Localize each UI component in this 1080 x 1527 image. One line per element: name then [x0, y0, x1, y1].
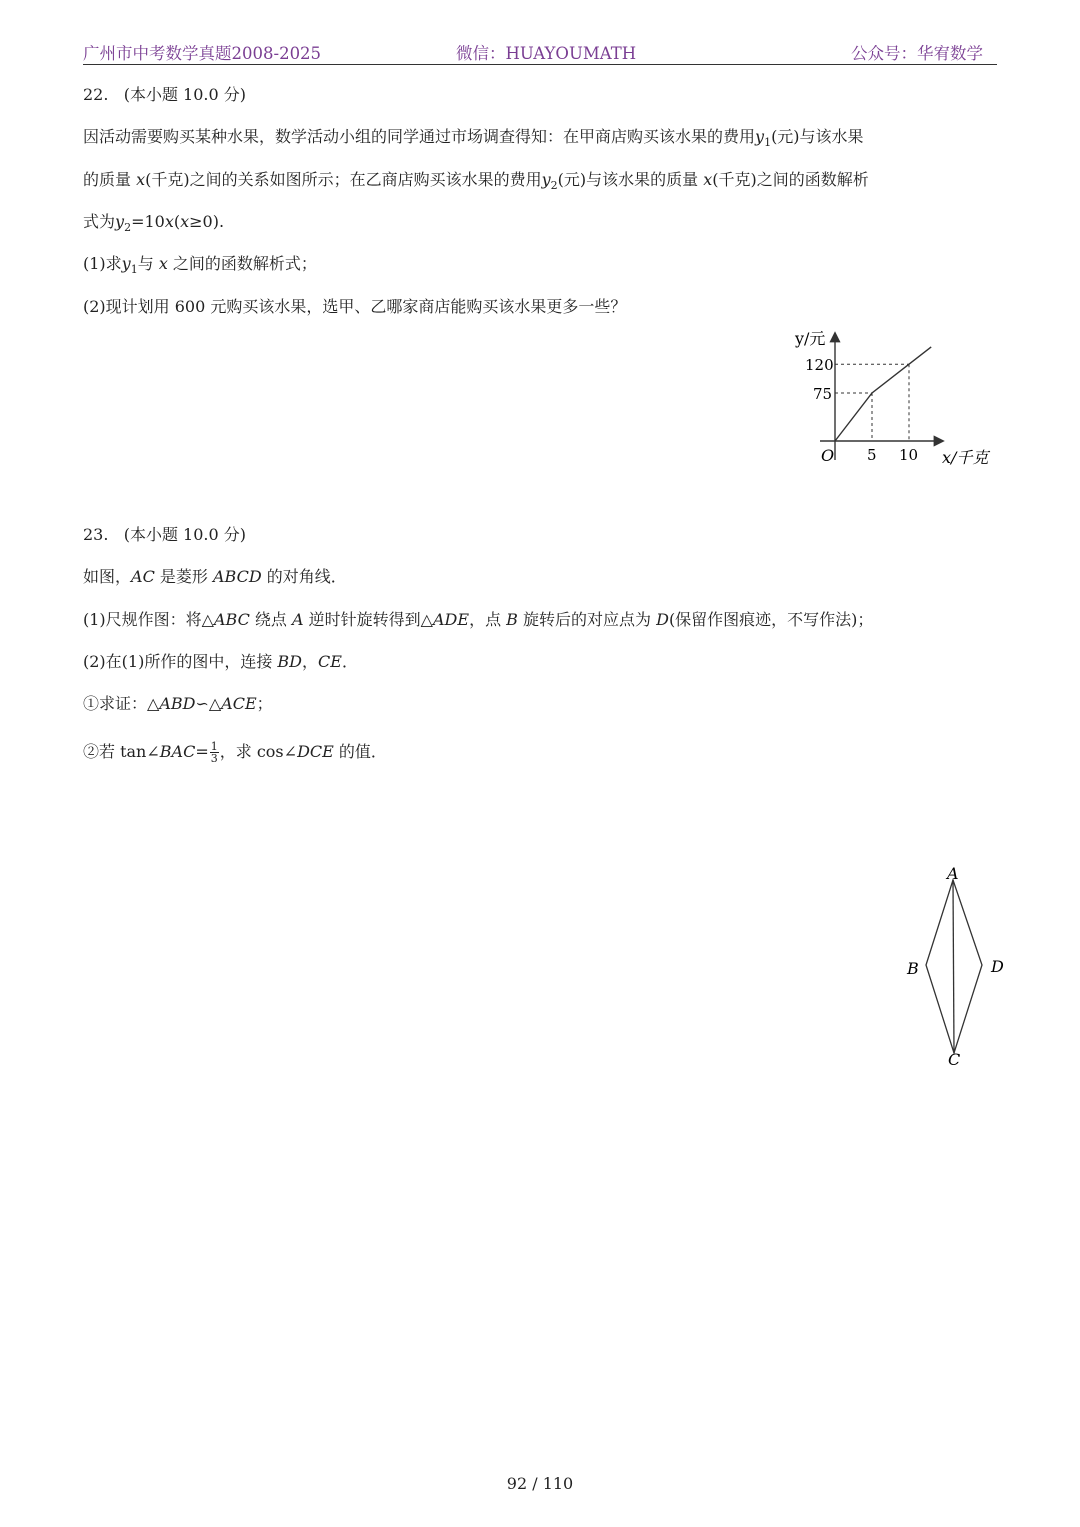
q23-number: 23.: [83, 525, 109, 544]
q23-text: (2)在(1)所作的图中，连接: [83, 652, 278, 671]
q22-text-line1: [83, 127, 864, 147]
page-number: 92 / 110: [506, 1474, 574, 1493]
q23-var: D: [656, 610, 669, 629]
vertex-label-c: C: [948, 1050, 961, 1069]
q23-text: ①求证：△: [83, 694, 160, 713]
q23-var: AC: [131, 567, 155, 586]
q23-text: 旋转后的对应点为: [517, 610, 657, 629]
var-y: y: [541, 170, 551, 189]
q22-sub2: [83, 297, 626, 317]
q22-line-chart: [780, 322, 1020, 472]
q22-text: (2)现计划用 600 元购买该水果，选甲、乙哪家商店能购买该水果更多一些？: [83, 297, 627, 316]
q23-text: ∽△: [195, 694, 222, 713]
q23-var: ABC: [213, 610, 250, 629]
q22-text-line3: 式为$y_2=10x(x\ge 0)$.: [83, 212, 225, 234]
q22-score: (本小题 10.0 分): [123, 85, 247, 104]
sub-1: 1: [130, 263, 138, 276]
q23-var: ABD: [159, 694, 196, 713]
diagonal-ac: [953, 880, 954, 1053]
q23-text: ②若 tan∠: [83, 742, 160, 761]
fraction-denominator: 3: [210, 752, 218, 765]
var-y: y: [121, 254, 131, 273]
header-title: 广州市中考数学真题2008-2025: [83, 44, 322, 63]
q23-var: BD: [277, 652, 303, 671]
vertex-label-d: D: [991, 957, 1004, 976]
q23-var: A: [292, 610, 304, 629]
q23-line4: [83, 694, 273, 714]
q22-text-line2: [83, 170, 869, 190]
rhombus-figure: [895, 860, 1020, 1075]
q23-text: (1)尺规作图：将△: [83, 610, 214, 629]
sub-2: 2: [124, 221, 132, 234]
var-x: x: [158, 254, 168, 273]
q23-var: B: [506, 610, 518, 629]
q23-text: (保留作图痕迹，不写作法)；: [668, 610, 874, 629]
header-account: 公众号：华宥数学: [851, 44, 983, 63]
y-tick-label-120: 120: [805, 356, 834, 375]
q23-score: (本小题 10.0 分): [123, 525, 247, 544]
q23-var: ADE: [433, 610, 470, 629]
q22-text: (千克)之间的函数解析: [712, 170, 869, 189]
var-x: x: [164, 212, 174, 231]
q23-text: ；: [256, 694, 273, 713]
q23-line2: [83, 610, 873, 630]
q23-text: 如图，: [83, 567, 132, 586]
x-axis-label: x/千克: [942, 448, 989, 467]
q22-text: (1)求: [83, 254, 122, 273]
q22-text: =10: [131, 212, 165, 231]
fraction-numerator: 1: [210, 740, 218, 753]
header-wechat: 微信：HUAYOUMATH: [456, 44, 637, 63]
q23-line5: [83, 741, 387, 764]
vertex-label-a: A: [947, 864, 959, 883]
sub-1: 1: [764, 136, 772, 149]
q23-text: =: [195, 742, 209, 761]
q23-var: ABCD: [213, 567, 262, 586]
q22-text: 之间的函数解析式；: [167, 254, 317, 273]
q22-text: 式为: [83, 212, 116, 231]
var-x: x: [180, 212, 190, 231]
q22-text: ≥0).: [189, 212, 225, 231]
q23-text: 绕点: [249, 610, 293, 629]
q22-text: (元)与该水果的质量: [557, 170, 704, 189]
q23-text: 的值．: [333, 742, 387, 761]
q23-var: BAC: [159, 742, 196, 761]
q23-text: 的对角线．: [261, 567, 347, 586]
q22-text: 的质量: [83, 170, 137, 189]
q23-text: 逆时针旋转得到△: [303, 610, 433, 629]
sub-2: 2: [550, 179, 558, 192]
fraction-one-third: [210, 741, 219, 764]
q22-text: (元)与该水果: [771, 127, 864, 146]
var-x: x: [136, 170, 146, 189]
q23-var: ACE: [221, 694, 257, 713]
q22-text: (千克)之间的关系如图所示；在乙商店购买该水果的费用: [145, 170, 542, 189]
origin-label: O: [821, 446, 835, 465]
y-axis-label: y/元: [795, 329, 826, 348]
q22-heading: [83, 85, 246, 105]
x-tick-label-5: 5: [867, 446, 877, 464]
q22-text: 因活动需要购买某种水果，数学活动小组的同学通过市场调查得知：在甲商店购买该水果的费用: [83, 127, 756, 146]
q23-line1: [83, 567, 347, 587]
q23-text: ，点: [469, 610, 507, 629]
q22-text: 与: [137, 254, 159, 273]
q23-var: CE: [318, 652, 342, 671]
q22-number: 22.: [83, 85, 109, 104]
q23-heading: [83, 525, 246, 545]
var-y: y: [115, 212, 125, 231]
page-header: [83, 38, 997, 65]
q23-text: ．: [341, 652, 358, 671]
q23-text: 是菱形: [154, 567, 213, 586]
q23-var: DCE: [297, 742, 334, 761]
series-line: [835, 347, 931, 441]
q23-line3: [83, 652, 358, 672]
var-x: x: [703, 170, 713, 189]
q23-text: ，: [302, 652, 319, 671]
vertex-label-b: B: [907, 959, 919, 978]
x-tick-label-10: 10: [899, 446, 919, 464]
y-tick-label-75: 75: [813, 385, 833, 403]
var-y: y: [755, 127, 765, 146]
q23-text: ，求 cos∠: [219, 742, 298, 761]
q22-sub1: [83, 254, 317, 274]
